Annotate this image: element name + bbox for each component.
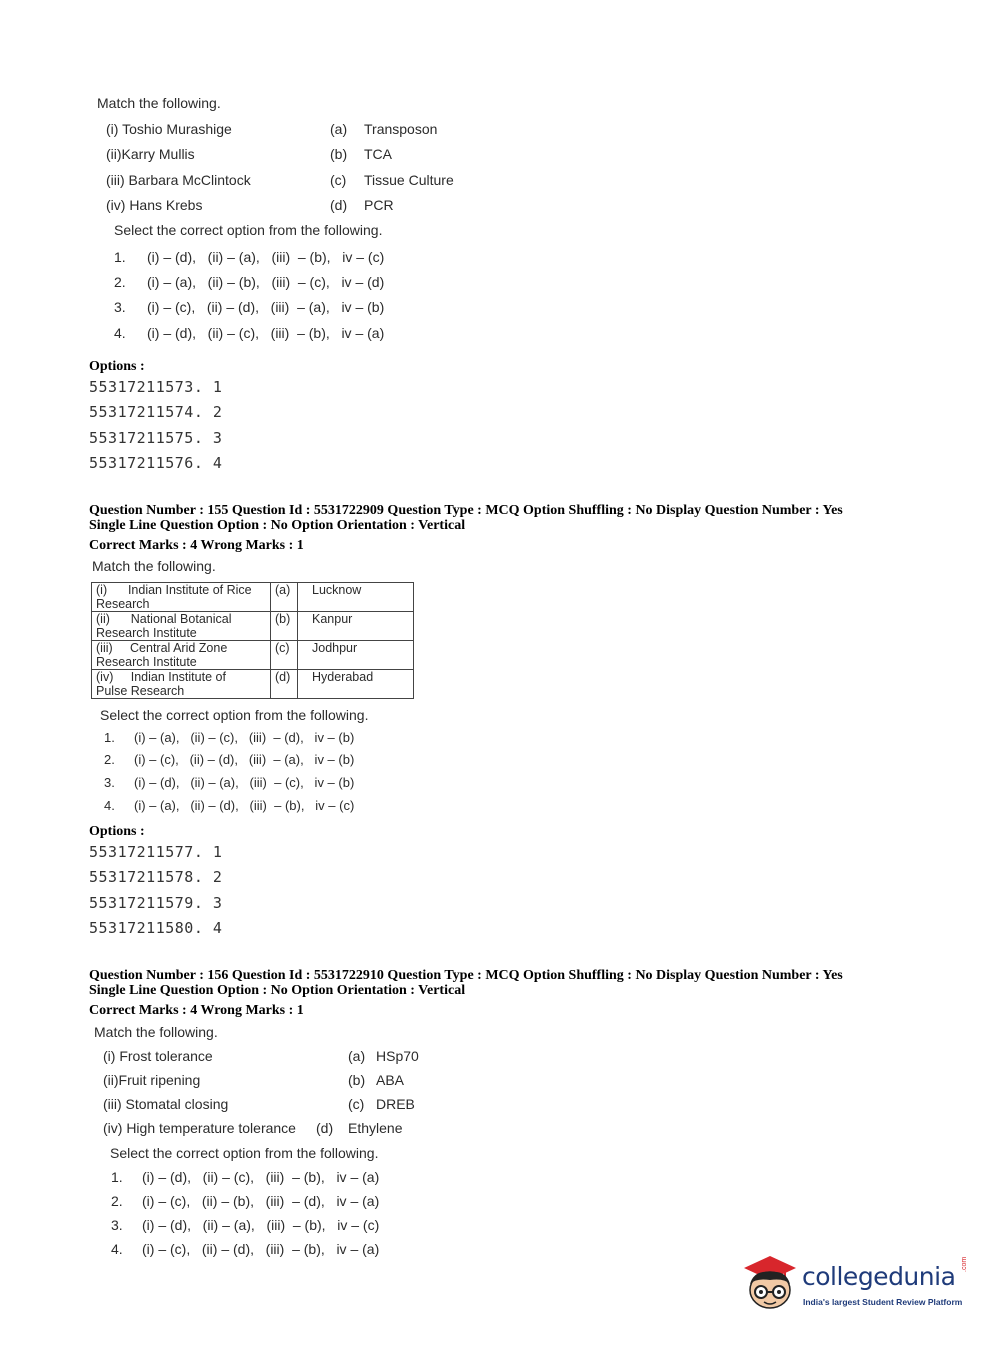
cell-line: (ii) National Botanical [96,612,232,626]
q156-right-item: DREB [376,1096,415,1112]
table-cell [92,612,271,641]
choice-text: (i) – (a), (ii) – (b), (iii) – (c), iv – (d) [147,274,385,290]
option-id: 55317211578. 2 [89,868,223,886]
q156-meta-line-1: Question Number : 156 Question Id : 5531722910 Question Type : MCQ Option Shuffling : No Display Question Number : Yes [89,968,843,983]
q154-left-item: (iv) Hans Krebs [106,197,203,213]
q154-left-item: (i) Toshio Murashige [106,121,232,137]
choice-number: 2. [104,752,115,767]
option-id: 55317211579. 3 [89,894,223,912]
choice-text: (i) – (d), (ii) – (c), (iii) – (b), iv – (a) [147,325,385,341]
q156-prompt: Match the following. [94,1024,218,1040]
table-cell [92,670,271,699]
q155-meta-line-2: Single Line Question Option : No Option Orientation : Vertical [89,518,466,533]
table-row [92,641,414,670]
choice-text: (i) – (c), (ii) – (d), (iii) – (a), iv – (b) [134,752,355,767]
cell-line: (iv) Indian Institute of [96,670,226,684]
logo-dotcom: .com [961,1256,968,1272]
choice-number: 3. [104,775,115,790]
q154-right-item: PCR [364,197,394,213]
q156-left-item: (ii)Fruit ripening [103,1072,201,1088]
choice-number: 3. [114,299,126,315]
q156-select-instruction: Select the correct option from the following. [110,1145,379,1161]
q154-left-item: (iii) Barbara McClintock [106,172,251,188]
table-cell: (c) [271,641,298,670]
q154-right-letter: (c) [330,172,347,188]
option-id: 55317211580. 4 [89,919,223,937]
option-id: 55317211577. 1 [89,843,223,861]
option-id: 55317211573. 1 [89,378,223,396]
table-cell: Jodhpur [298,641,414,670]
logo-tagline: India's largest Student Review Platform [803,1297,963,1307]
q155-marks: Correct Marks : 4 Wrong Marks : 1 [89,538,304,553]
q156-marks: Correct Marks : 4 Wrong Marks : 1 [89,1003,304,1018]
option-id: 55317211574. 2 [89,403,223,421]
q156-meta-line-2: Single Line Question Option : No Option Orientation : Vertical [89,983,466,998]
choice-number: 4. [104,798,115,813]
cell-line: Research Institute [96,655,197,669]
q155-match-table [91,582,414,699]
collegedunia-logo [740,1250,970,1322]
choice-number: 3. [111,1217,123,1233]
table-row [92,583,414,612]
choice-number: 4. [111,1241,123,1257]
choice-number: 2. [114,274,126,290]
choice-number: 2. [111,1193,123,1209]
option-id: 55317211575. 3 [89,429,223,447]
cell-line: Pulse Research [96,684,185,698]
q156-right-letter: (b) [348,1072,366,1088]
choice-text: (i) – (d), (ii) – (a), (iii) – (b), iv – (c) [142,1217,380,1233]
table-cell: Hyderabad [298,670,414,699]
table-cell: (b) [271,612,298,641]
q154-select-instruction: Select the correct option from the following. [114,222,383,238]
q154-right-item: Transposon [364,121,438,137]
choice-text: (i) – (c), (ii) – (b), (iii) – (d), iv – (a) [142,1193,380,1209]
q156-right-letter: (d) [316,1120,334,1136]
choice-text: (i) – (c), (ii) – (d), (iii) – (a), iv – (b) [147,299,385,315]
q155-prompt: Match the following. [92,558,216,574]
q154-right-letter: (a) [330,121,348,137]
table-row [92,612,414,641]
choice-number: 1. [114,249,126,265]
cell-line: Research Institute [96,626,197,640]
q154-right-letter: (d) [330,197,348,213]
logo-wordmark: collegedunia [802,1262,956,1291]
option-id: 55317211576. 4 [89,454,223,472]
choice-text: (i) – (d), (ii) – (a), (iii) – (b), iv – (c) [147,249,385,265]
q154-right-item: TCA [364,146,392,162]
cell-line: Research [96,597,150,611]
choice-number: 4. [114,325,126,341]
q154-prompt: Match the following. [97,95,221,111]
q156-right-item: Ethylene [348,1120,403,1136]
q156-right-item: ABA [376,1072,405,1088]
cell-line: (iii) Central Arid Zone [96,641,228,655]
q154-right-item: Tissue Culture [364,172,454,188]
q154-options-label: Options : [89,359,145,374]
table-cell: Kanpur [298,612,414,641]
q154-right-letter: (b) [330,146,348,162]
q156-right-item: HSp70 [376,1048,419,1064]
q155-options-label: Options : [89,824,145,839]
q154-left-item: (ii)Karry Mullis [106,146,195,162]
q156-left-item: (iv) High temperature tolerance [103,1120,296,1136]
table-cell: (a) [271,583,298,612]
q156-right-letter: (c) [348,1096,365,1112]
q156-left-item: (i) Frost tolerance [103,1048,213,1064]
table-cell: Lucknow [298,583,414,612]
table-row [92,670,414,699]
mascot-icon [740,1250,800,1314]
cell-line: (i) Indian Institute of Rice [96,583,252,597]
choice-text: (i) – (a), (ii) – (c), (iii) – (d), iv – (b) [134,730,355,745]
choice-number: 1. [111,1169,123,1185]
q156-right-letter: (a) [348,1048,366,1064]
choice-text: (i) – (d), (ii) – (a), (iii) – (c), iv – (b) [134,775,355,790]
table-cell [92,583,271,612]
choice-text: (i) – (d), (ii) – (c), (iii) – (b), iv – (a) [142,1169,380,1185]
q155-meta-line-1: Question Number : 155 Question Id : 5531722909 Question Type : MCQ Option Shuffling : No Display Question Number : Yes [89,503,843,518]
choice-text: (i) – (a), (ii) – (d), (iii) – (b), iv – (c) [134,798,355,813]
q155-select-instruction: Select the correct option from the following. [100,707,369,723]
choice-text: (i) – (c), (ii) – (d), (iii) – (b), iv – (a) [142,1241,380,1257]
table-cell [92,641,271,670]
table-cell: (d) [271,670,298,699]
q156-left-item: (iii) Stomatal closing [103,1096,229,1112]
choice-number: 1. [104,730,115,745]
